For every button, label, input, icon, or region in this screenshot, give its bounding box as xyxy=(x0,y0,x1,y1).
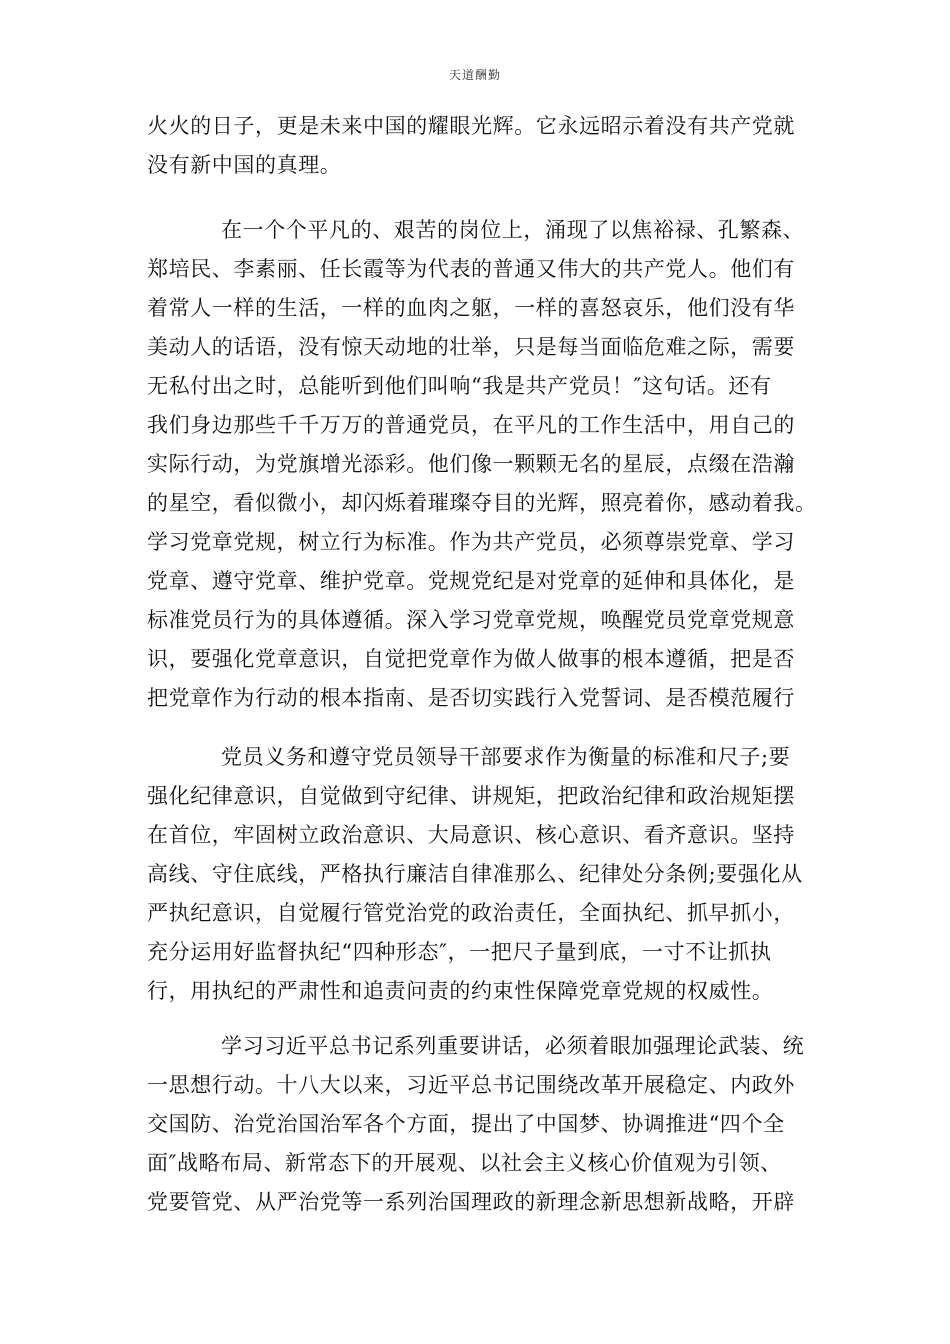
text-line: 没有新中国的真理。 xyxy=(147,153,342,177)
text-line: 党章、遵守党章、维护党章。党规党纪是对党章的延伸和具体化，是 xyxy=(147,569,795,593)
text-line: 郑培民、李素丽、任长霞等为代表的普通又伟大的共产党人。他们有 xyxy=(147,257,795,281)
text-line: 一思想行动。十八大以来，习近平总书记围绕改革开展稳定、内政外 xyxy=(147,1073,795,1097)
text-line: 美动人的话语，没有惊天动地的壮举，只是每当面临危难之际，需要 xyxy=(147,335,795,359)
text-line: 识，要强化党章意识，自觉把党章作为做人做事的根本遵循，把是否 xyxy=(147,647,795,671)
text-line: 我们身边那些千千万万的普通党员，在平凡的工作生活中，用自己的 xyxy=(147,413,795,437)
text-line: 的星空，看似微小，却闪烁着璀璨夺目的光辉，照亮着你，感动着我。 xyxy=(147,491,817,515)
text-line: 充分运用好监督执纪“四种形态″，一把尺子量到底，一寸不让抓执 xyxy=(147,940,772,964)
text-line: 标准党员行为的具体遵循。深入学习党章党规，唤醒党员党章党规意 xyxy=(147,608,795,632)
text-line: 学习习近平总书记系列重要讲话，必须着眼加强理论武装、统 xyxy=(221,1034,805,1058)
text-line: 党员义务和遵守党员领导干部要求作为衡量的标准和尺子;要 xyxy=(221,745,791,769)
text-line: 高线、守住底线，严格执行廉洁自律准那么、纪律处分条例;要强化从 xyxy=(147,862,803,886)
text-line: 无私付出之时，总能听到他们叫响“我是共产党员！″这句话。还有 xyxy=(147,374,772,398)
text-line: 面″战略布局、新常态下的开展观、以社会主义核心价值观为引领、 xyxy=(147,1151,782,1175)
text-line: 在一个个平凡的、艰苦的岗位上，涌现了以焦裕禄、孔繁森、 xyxy=(221,218,805,242)
text-line: 火火的日子，更是未来中国的耀眼光辉。它永远昭示着没有共产党就 xyxy=(147,114,795,138)
page-header: 天道酬勤 xyxy=(448,68,501,82)
text-line: 学习党章党规，树立行为标准。作为共产党员，必须尊崇党章、学习 xyxy=(147,530,795,554)
text-line: 党要管党、从严治党等一系列治国理政的新理念新思想新战略，开辟 xyxy=(147,1190,795,1214)
text-line: 强化纪律意识，自觉做到守纪律、讲规矩，把政治纪律和政治规矩摆 xyxy=(147,784,795,808)
text-line: 把党章作为行动的根本指南、是否切实践行入党誓词、是否模范履行 xyxy=(147,686,795,710)
text-line: 着常人一样的生活，一样的血肉之躯，一样的喜怒哀乐，他们没有华 xyxy=(147,296,795,320)
text-line: 交国防、治党治国治军各个方面，提出了中国梦、协调推进“四个全 xyxy=(147,1112,785,1136)
text-line: 行，用执纪的严肃性和追责问责的约束性保障党章党规的权威性。 xyxy=(147,979,774,1003)
text-line: 在首位，牢固树立政治意识、大局意识、核心意识、看齐意识。坚持 xyxy=(147,823,795,847)
text-line: 严执纪意识，自觉履行管党治党的政治责任，全面执纪、抓早抓小， xyxy=(147,901,795,925)
text-line: 实际行动，为党旗增光添彩。他们像一颗颗无名的星辰，点缀在浩瀚 xyxy=(147,452,795,476)
